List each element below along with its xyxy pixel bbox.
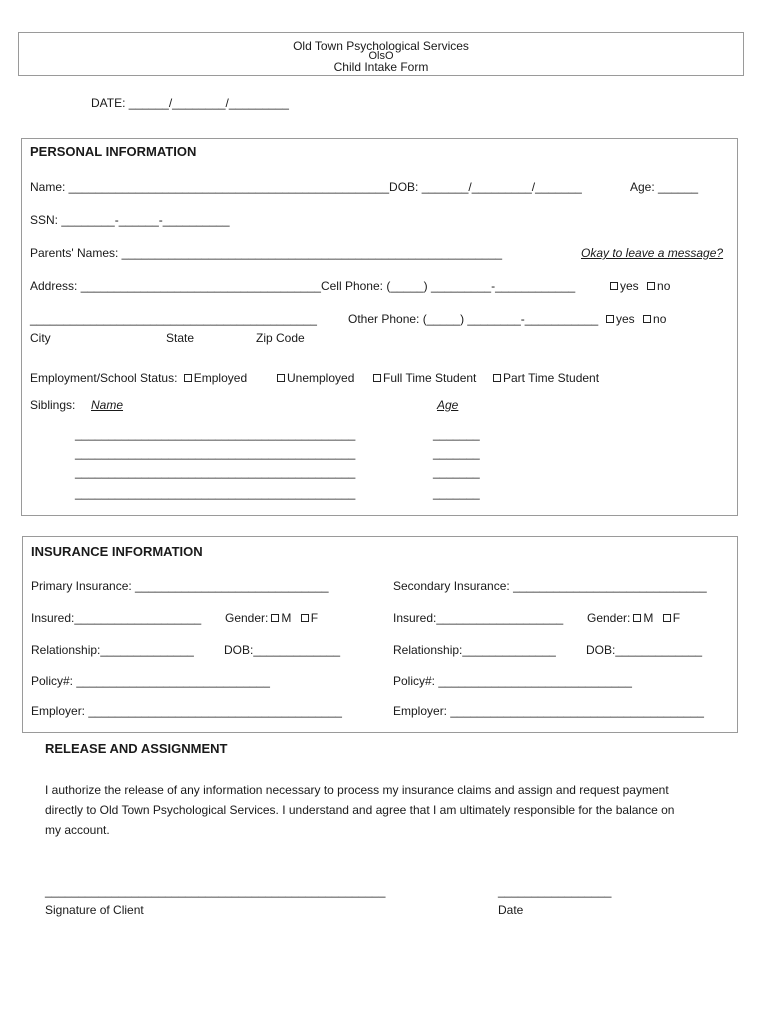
part-time-checkbox[interactable] xyxy=(493,374,501,382)
primary-policy-field[interactable]: Policy#: _____________________________ xyxy=(31,674,270,688)
city-state-zip-field[interactable]: ___________________________________________ xyxy=(30,312,317,326)
cell-no-checkbox[interactable] xyxy=(647,282,655,290)
parents-names-field[interactable]: Parents' Names: _________________________________________________________ xyxy=(30,246,503,260)
primary-gender-m-checkbox[interactable] xyxy=(271,614,279,622)
primary-gender-f-checkbox[interactable] xyxy=(301,614,309,622)
primary-employer-field[interactable]: Employer: ______________________________________ xyxy=(31,704,342,718)
employed-checkbox[interactable] xyxy=(184,374,192,382)
primary-insured-field[interactable]: Insured:___________________ xyxy=(31,611,202,625)
header-title: Old Town Psychological Services xyxy=(293,39,469,53)
sibling-age-3[interactable]: _______ xyxy=(433,465,480,479)
ssn-field[interactable]: SSN: ________-______-__________ xyxy=(30,213,230,227)
secondary-employer-field[interactable]: Employer: ______________________________________ xyxy=(393,704,704,718)
primary-gender: Gender: M F xyxy=(225,611,319,625)
secondary-relationship-field[interactable]: Relationship:______________ xyxy=(393,643,556,657)
signature-date-field[interactable]: _________________ xyxy=(498,884,612,898)
signature-field[interactable]: ___________________________________________________ xyxy=(45,884,386,898)
secondary-insured-field[interactable]: Insured:___________________ xyxy=(393,611,564,625)
sibling-age-4[interactable]: _______ xyxy=(433,486,480,500)
secondary-gender-m-checkbox[interactable] xyxy=(633,614,641,622)
employment-status-row: Employment/School Status: Employed xyxy=(30,371,248,385)
other-yes-checkbox[interactable] xyxy=(606,315,614,323)
date-label: Date xyxy=(498,903,524,917)
cell-yes-checkbox[interactable] xyxy=(610,282,618,290)
date-field[interactable]: DATE: ______/________/_________ xyxy=(91,96,289,110)
form-title: Child Intake Form xyxy=(333,60,429,74)
header-logo: OlsO xyxy=(368,50,394,62)
secondary-gender-f-checkbox[interactable] xyxy=(663,614,671,622)
zip-label: Zip Code xyxy=(256,331,305,345)
name-dob-field[interactable]: Name: ________________________________________________DOB: _______/_________/_______ xyxy=(30,180,582,194)
sibling-name-1[interactable]: __________________________________________ xyxy=(75,427,356,441)
signature-label: Signature of Client xyxy=(45,903,144,917)
unemployed-option: Unemployed xyxy=(274,371,354,385)
full-time-option: Full Time Student xyxy=(370,371,476,385)
release-text: I authorize the release of any information necessary to process my insurance claims and assign and request payment directly to Old Town Psychological Services. I understand and agree that I am ultimately responsible for the balance on my account. xyxy=(45,783,675,837)
secondary-dob-field[interactable]: DOB:_____________ xyxy=(586,643,703,657)
sibling-name-4[interactable]: __________________________________________ xyxy=(75,486,356,500)
insurance-title: INSURANCE INFORMATION xyxy=(31,544,203,559)
employment-label: Employment/School Status: xyxy=(30,371,178,385)
personal-info-title: PERSONAL INFORMATION xyxy=(30,144,197,159)
other-phone-field[interactable]: Other Phone: (_____) ________-___________ xyxy=(348,312,599,326)
okay-to-leave-message: Okay to leave a message? xyxy=(581,246,724,260)
address-cell-phone-field[interactable]: Address: ____________________________________Cell Phone: (_____) _________-____________ xyxy=(30,279,576,293)
primary-relationship-field[interactable]: Relationship:______________ xyxy=(31,643,194,657)
city-label: City xyxy=(30,331,51,345)
sibling-name-2[interactable]: __________________________________________ xyxy=(75,446,356,460)
other-message-options: yes no xyxy=(603,312,666,326)
cell-message-options: yes no xyxy=(607,279,670,293)
unemployed-checkbox[interactable] xyxy=(277,374,285,382)
siblings-name-header: Name xyxy=(91,398,124,412)
siblings-age-header: Age xyxy=(437,398,459,412)
part-time-option: Part Time Student xyxy=(490,371,599,385)
primary-dob-field[interactable]: DOB:_____________ xyxy=(224,643,341,657)
other-no-checkbox[interactable] xyxy=(643,315,651,323)
sibling-name-3[interactable]: __________________________________________ xyxy=(75,465,356,479)
secondary-insurance-field[interactable]: Secondary Insurance: _____________________________ xyxy=(393,579,707,593)
siblings-label: Siblings: xyxy=(30,398,76,412)
state-label: State xyxy=(166,331,195,345)
secondary-gender: Gender: M F xyxy=(587,611,681,625)
sibling-age-2[interactable]: _______ xyxy=(433,446,480,460)
age-field[interactable]: Age: ______ xyxy=(630,180,699,194)
primary-insurance-field[interactable]: Primary Insurance: _____________________________ xyxy=(31,579,329,593)
release-title: RELEASE AND ASSIGNMENT xyxy=(45,741,228,756)
sibling-age-1[interactable]: _______ xyxy=(433,427,480,441)
full-time-checkbox[interactable] xyxy=(373,374,381,382)
secondary-policy-field[interactable]: Policy#: _____________________________ xyxy=(393,674,632,688)
